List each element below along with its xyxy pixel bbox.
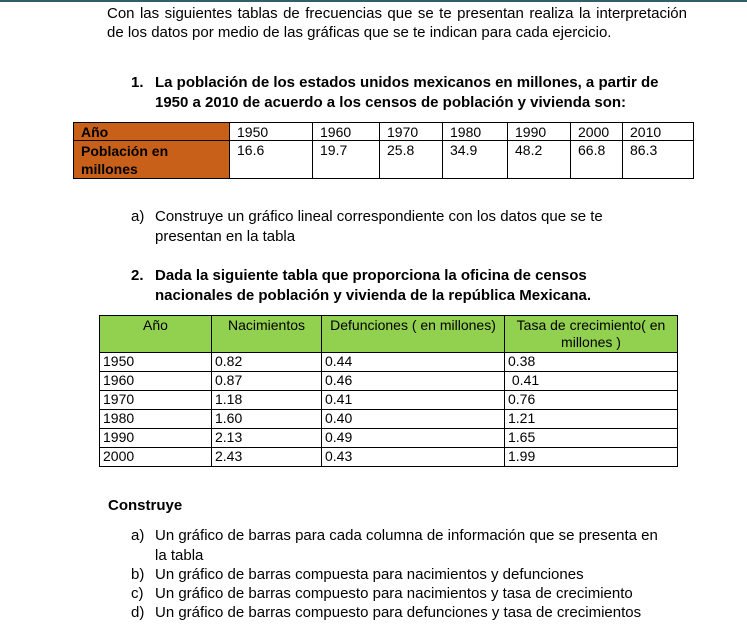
population-cell: 48.2 [508,141,571,179]
intro-paragraph: Con las siguientes tablas de frecuencias que se te presentan realiza la interpretación de los datos por medio de las gráficas que se te indican para cada ejercicio. [107,5,687,41]
task-c [131,584,701,604]
column-header-births: Nacimientos [212,316,322,353]
table-cell: 1.65 [505,429,678,448]
table-cell: 0.76 [505,391,678,410]
table-row [100,391,678,410]
task-line-1: Construye un gráfico lineal correspondiente con los datos que se te [155,208,603,225]
task-letter: c) [131,585,144,602]
top-rule [0,0,747,2]
task-letter: b) [131,566,145,583]
table-cell: 2.13 [212,429,322,448]
task-line-1: Un gráfico de barras para cada columna de información que se presenta en [155,527,658,544]
table-cell: 0.87 [212,372,322,391]
table-cell: 0.41 [505,372,678,391]
year-cell: 2000 [571,123,623,141]
population-table-year-row [74,123,694,141]
population-table [73,122,694,179]
table-cell: 1980 [100,410,212,429]
task-line-1: Un gráfico de barras compuesta para nacimientos y defunciones [155,566,584,583]
table-cell: 1970 [100,391,212,410]
population-header: Población en millones [74,141,230,179]
table-cell: 1.60 [212,410,322,429]
population-cell: 66.8 [571,141,623,179]
question-2-line-2: nacionales de población y vivienda de la república Mexicana. [155,287,591,304]
table-cell: 1990 [100,429,212,448]
table-row [100,448,678,467]
question-2-number: 2. [131,267,144,284]
task-d [131,603,701,623]
year-cell: 2010 [623,123,694,141]
year-cell: 1950 [230,123,313,141]
population-cell: 16.6 [230,141,313,179]
construye-heading: Construye [108,497,183,514]
population-cell: 86.3 [623,141,694,179]
year-cell: 1980 [443,123,508,141]
table-cell: 1950 [100,353,212,372]
year-cell: 1970 [380,123,443,141]
question-1-line-1: La población de los estados unidos mexicanos en millones, a partir de [155,74,659,91]
table-cell: 0.43 [322,448,505,467]
table-cell: 2000 [100,448,212,467]
task-line-2: la tabla [155,547,204,564]
table-row [100,372,678,391]
column-header-deaths: Defunciones ( en millones) [322,316,505,353]
table-cell: 0.44 [322,353,505,372]
question-2 [131,266,691,306]
question-2-line-1: Dada la siguiente tabla que proporciona la oficina de censos [155,267,587,284]
table-cell: 0.41 [322,391,505,410]
table-cell: 2.43 [212,448,322,467]
task-b [131,565,701,585]
task-letter: d) [131,604,145,621]
census-table [99,315,678,467]
task-letter: a) [131,527,145,544]
table-cell: 1960 [100,372,212,391]
task-line-1: Un gráfico de barras compuesto para defunciones y tasa de crecimientos [155,604,642,621]
column-header-year: Año [100,316,212,353]
population-cell: 19.7 [313,141,380,179]
table-cell: 1.18 [212,391,322,410]
year-header: Año [74,123,230,141]
table-cell: 0.40 [322,410,505,429]
table-cell: 0.49 [322,429,505,448]
table-cell: 0.38 [505,353,678,372]
table-row [100,429,678,448]
table-cell: 0.46 [322,372,505,391]
task-line-1: Un gráfico de barras compuesto para nacimientos y tasa de crecimiento [155,585,633,602]
question-1-line-2: 1950 a 2010 de acuerdo a los censos de población y vivienda son: [155,94,627,111]
population-cell: 25.8 [380,141,443,179]
table-cell: 1.99 [505,448,678,467]
table-row [100,410,678,429]
question-1 [131,73,701,113]
year-cell: 1960 [313,123,380,141]
task-a [131,526,701,566]
task-line-2: presentan en la tabla [155,228,296,245]
table-row [100,353,678,372]
task-letter: a) [131,208,145,225]
table-cell: 0.82 [212,353,322,372]
year-cell: 1990 [508,123,571,141]
census-table-header-row [100,316,678,353]
population-cell: 34.9 [443,141,508,179]
question-1-task-a [131,207,691,247]
table-cell: 1.21 [505,410,678,429]
column-header-growth-rate: Tasa de crecimiento( en millones ) [505,316,678,353]
population-table-value-row [74,141,694,179]
question-1-number: 1. [131,74,144,91]
